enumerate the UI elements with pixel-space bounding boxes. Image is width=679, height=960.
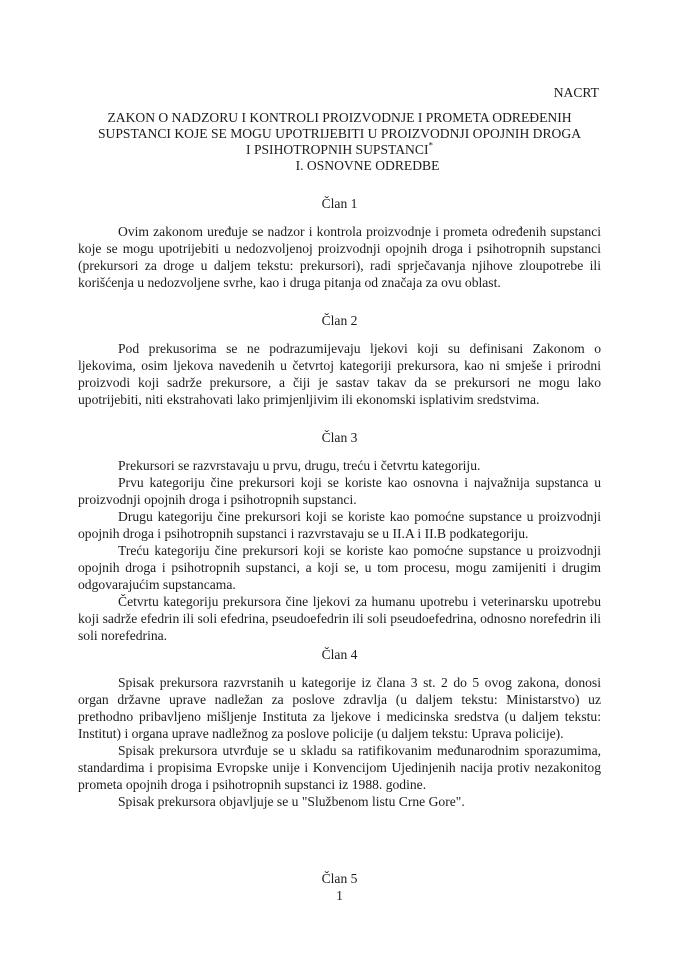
title-line-3 <box>78 142 601 158</box>
article-3-paragraph-1: Prekursori se razvrstavaju u prvu, drugu, treću i četvrtu kategoriju. <box>118 457 481 473</box>
page-number: 1 <box>336 888 343 903</box>
title-line-1: ZAKON O NADZORU I KONTROLI PROIZVODNJE I PROMETA ODREĐENIH <box>107 110 572 125</box>
article-3 <box>78 429 601 644</box>
article-4 <box>78 646 601 810</box>
article-1-paragraph: Ovim zakonom uređuje se nadzor i kontrola proizvodnje i prometa određenih supstanci koje se mogu upotrijebiti u nedozvoljenoj proizvodnji opojnih droga i psihotropnih supstanci (prekursori za droge u daljem tekstu: prekursori), radi sprječavanja njihove zloupotrebe ili korišćenja u nedozvoljene svrhe, kao i druga pitanja od značaja za ovu oblast. <box>78 223 601 290</box>
article-4-paragraph-1: Spisak prekursora razvrstanih u kategorije iz člana 3 st. 2 do 5 ovog zakona, donosi organ državne uprave nadležan za poslove zdravlja (u daljem tekstu: Ministarstvo) uz prethodno pribavljeno mišljenje Instituta za ljekove i medicinska sredstva (u daljem tekstu: Institut) i organa uprave nadležnog za poslove policije (u daljem tekstu: Uprava policije). <box>78 674 601 741</box>
draft-label: NACRT <box>553 85 599 100</box>
article-1 <box>78 195 601 291</box>
article-3-paragraph-2: Prvu kategoriju čine prekursori koji se koriste kao osnovna i najvažnija supstanca u proizvodnji opojnih droga i psihotropnih supstanci. <box>78 474 601 507</box>
article-4-heading: Član 4 <box>321 646 358 662</box>
section-heading: I. OSNOVNE ODREDBE <box>295 157 440 173</box>
article-3-heading: Član 3 <box>321 429 358 445</box>
title-line-2: SUPSTANCI KOJE SE MOGU UPOTRIJEBITI U PROIZVODNJI OPOJNIH DROGA <box>97 125 582 141</box>
article-2-heading: Član 2 <box>321 312 358 328</box>
title-line-3-text: I PSIHOTROPNIH SUPSTANCI <box>246 141 429 157</box>
article-4-paragraph-2: Spisak prekursora utvrđuje se u skladu sa ratifikovanim međunarodnim sporazumima, standardima i propisima Evropske unije i Konvencijom Ujedinjenih nacija protiv nezakonitog prometa opojnih droga i psihotropnih supstanci iz 1988. godine. <box>78 742 601 792</box>
footnote-asterisk: * <box>428 140 433 151</box>
article-5-heading: Član 5 <box>321 870 358 886</box>
article-2-paragraph: Pod prekusorima se ne podrazumijevaju ljekovi koji su definisani Zakonom o ljekovima, osim ljekova navedenih u četvrtoj kategoriji prekursora, kao ni smješe i prirodni proizvodi koji sadrže prekursore, a čiji je sastav takav da se prekursori ne mogu lako upotrijebiti, niti ekstrahovati lako primjenljivim ili ekonomski isplativim sredstvima. <box>78 340 601 407</box>
article-5 <box>78 870 601 887</box>
document-title <box>78 110 601 174</box>
article-3-paragraph-4: Treću kategoriju čine prekursori koji se koriste kao pomoćne supstance u proizvodnji opojnih droga i psihotropnih supstanci, a koji se, u tom procesu, mogu zamijeniti i drugim odgovarajućim supstancama. <box>78 542 601 592</box>
article-1-heading: Član 1 <box>321 195 358 211</box>
article-3-paragraph-5: Četvrtu kategoriju prekursora čine ljekovi za humanu upotrebu i veterinarsku upotrebu koji sadrže efedrin ili soli efedrina, pseudoefedrin ili soli pseudoefedrina, odnosno norefedrin ili soli norefedrina. <box>78 593 601 643</box>
article-3-paragraph-3: Drugu kategoriju čine prekursori koji se koriste kao pomoćne supstance u proizvodnji opojnih droga i psihotropnih supstanci i razvrstavaju se u II.A i II.B podkategoriju. <box>78 508 601 541</box>
article-2 <box>78 312 601 408</box>
article-4-paragraph-3: Spisak prekursora objavljuje se u "Službenom listu Crne Gore". <box>118 793 465 809</box>
